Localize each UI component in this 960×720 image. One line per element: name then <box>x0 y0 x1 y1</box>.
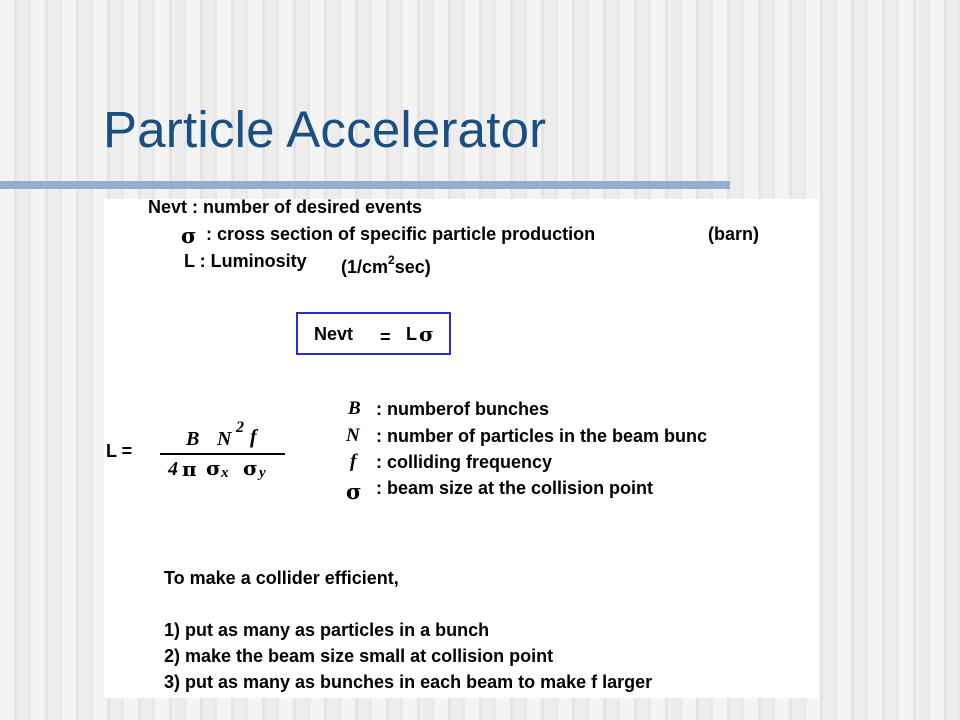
numerator-n: N <box>217 428 232 450</box>
luminosity-definition: L : Luminosity <box>184 251 307 271</box>
formula-image-panel <box>104 199 818 698</box>
fraction-bar <box>160 453 285 455</box>
cross-section-unit: (barn) <box>708 224 759 244</box>
numerator-b: B <box>186 428 200 450</box>
numerator-f: f <box>250 426 257 448</box>
numerator-exponent: 2 <box>236 419 244 436</box>
legend-symbol-f: f <box>350 451 357 472</box>
legend-text-n: : number of particles in the beam bunc <box>376 426 708 446</box>
equation-rhs-l: L <box>406 324 417 344</box>
denominator-subscript-y: y <box>259 465 266 481</box>
denominator-sigma-x: σ <box>206 456 221 480</box>
equation-equals: = <box>380 327 391 347</box>
efficiency-item-1: 1) put as many as particles in a bunch <box>164 620 490 640</box>
cross-section-definition: : cross section of specific particle production <box>206 224 596 244</box>
equation-rhs-sigma: σ <box>419 322 434 346</box>
efficiency-item-3: 3) put as many as bunches in each beam to make f larger <box>164 672 653 692</box>
legend-symbol-sigma: σ <box>346 479 362 504</box>
luminosity-unit: $(1/cm^2\sec)$ <box>341 253 431 277</box>
legend-text-b: : numberof bunches <box>376 399 550 419</box>
legend-text-f: : colliding frequency <box>376 452 553 472</box>
equation-lhs: Nevt <box>314 324 354 344</box>
slide-title: Particle Accelerator <box>103 101 547 158</box>
title-underline-bar <box>0 181 730 189</box>
efficiency-heading: To make a collider efficient, <box>164 568 399 588</box>
legend-symbol-n: N <box>346 425 360 446</box>
denominator-subscript-x: x <box>221 465 229 481</box>
legend-symbol-b: B <box>348 398 361 419</box>
denominator-4: 4 <box>168 458 178 480</box>
formula-lhs: L = <box>106 441 133 461</box>
legend-text-sigma: : beam size at the collision point <box>376 478 654 498</box>
nevt-definition: Nevt : number of desired events <box>148 199 423 217</box>
denominator-pi: π <box>182 457 197 481</box>
sigma-symbol: σ <box>181 223 197 248</box>
efficiency-item-2: 2) make the beam size small at collision point <box>164 646 554 666</box>
denominator-sigma-y: σ <box>243 456 258 480</box>
